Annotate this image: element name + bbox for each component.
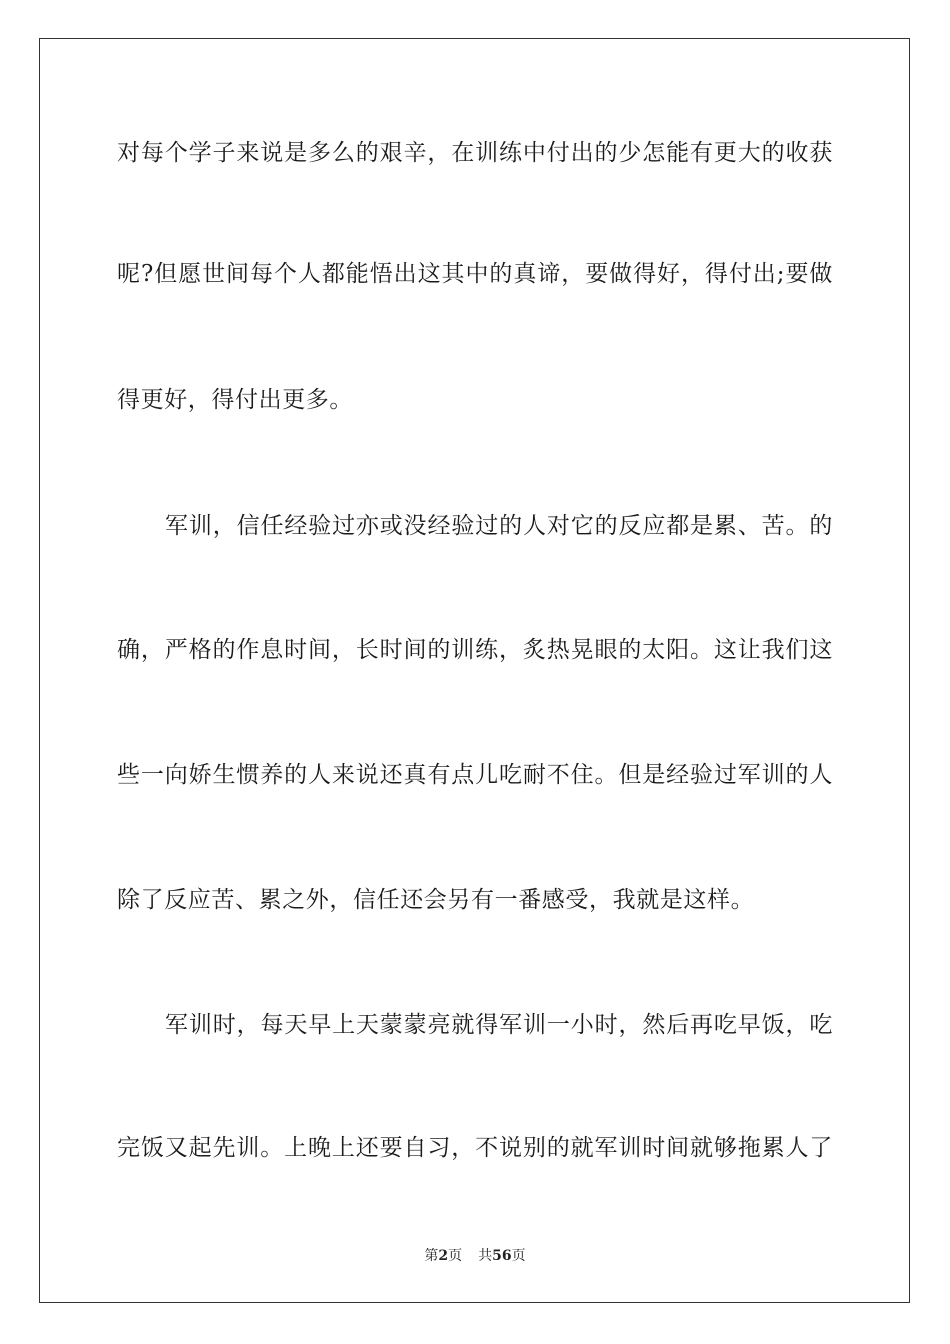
page-number: 2 bbox=[438, 1248, 449, 1264]
text-line-1: 对每个学子来说是多么的艰辛，在训练中付出的少怎能有更大的收获 bbox=[117, 140, 833, 166]
page-border bbox=[39, 38, 910, 1303]
paragraph-3-line-2: 完饭又起先训。上晚上还要自习，不说别的就军训时间就够拖累人了 bbox=[117, 1135, 833, 1161]
paragraph-2-line-4: 除了反应苦、累之外，信任还会另有一番感受，我就是这样。 bbox=[117, 887, 755, 913]
text-line-3: 得更好，得付出更多。 bbox=[117, 387, 353, 413]
paragraph-2-line-2: 确，严格的作息时间，长时间的训练，炙热晃眼的太阳。这让我们这 bbox=[117, 637, 833, 663]
page-prefix: 第 bbox=[424, 1248, 439, 1264]
page-suffix: 页 bbox=[448, 1248, 463, 1264]
total-prefix: 共 bbox=[478, 1248, 493, 1264]
paragraph-2-line-3: 些一向娇生惯养的人来说还真有点儿吃耐不住。但是经验过军训的人 bbox=[117, 762, 833, 788]
total-pages: 56 bbox=[492, 1248, 512, 1264]
text-line-2: 呢?但愿世间每个人都能悟出这其中的真谛，要做得好，得付出;要做 bbox=[117, 261, 833, 287]
page-footer bbox=[0, 1246, 950, 1266]
total-suffix: 页 bbox=[511, 1248, 526, 1264]
paragraph-2-line-1: 军训，信任经验过亦或没经验过的人对它的反应都是累、苦。的 bbox=[165, 513, 833, 539]
paragraph-3-line-1: 军训时，每天早上天蒙蒙亮就得军训一小时，然后再吃早饭，吃 bbox=[165, 1012, 833, 1038]
